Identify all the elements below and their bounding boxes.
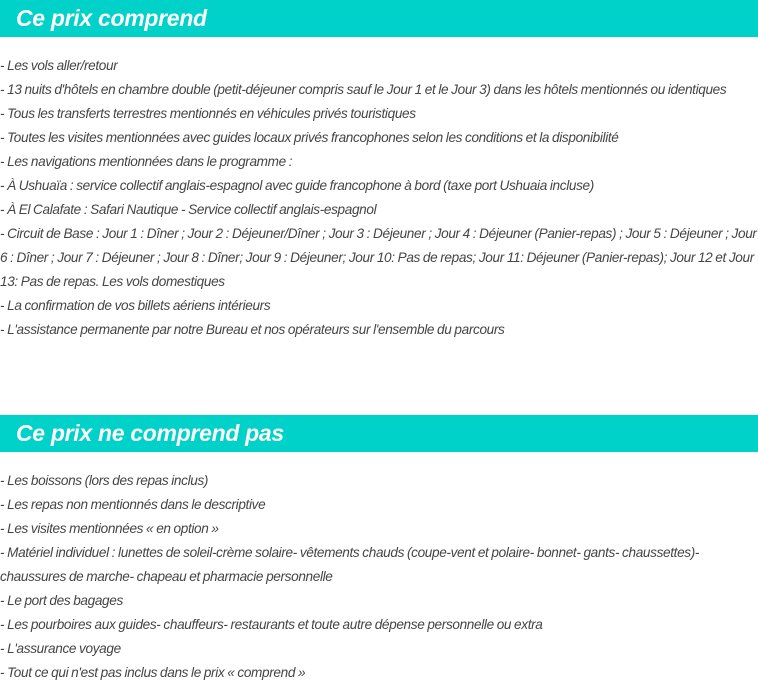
list-item: - 13 nuits d'hôtels en chambre double (petit-déjeuner compris sauf le Jour 1 et le Jour 3) dans les hôtels mentionnés ou identiques (0, 82, 727, 97)
list-item: - À Ushuaïa : service collectif anglais-espagnol avec guide francophone à bord (taxe port Ushuaia incluse) (0, 178, 594, 193)
excluded-list (0, 452, 758, 685)
list-item: - Les navigations mentionnées dans le programme : (0, 154, 293, 169)
list-item: - Tous les transferts terrestres mentionnés en véhicules privés touristiques (0, 106, 416, 121)
list-item: - Circuit de Base : Jour 1 : Dîner ; Jour 2 : Déjeuner/Dîner ; Jour 3 : Déjeuner ; Jour 4 : Déjeuner (Panier-repas) ; Jour 5 : Déjeuner ; Jour 6 : Dîner ; Jour 7 : Déjeuner ; Jour 8 : Dîner; Jour 9 : Déjeuner; Jour 10: Pas de repas; Jour 11: Déjeuner (Panier-repas); Jour 12 et Jour 13: Pas de repas. Les vols domestiques (0, 226, 757, 289)
list-item: - Tout ce qui n'est pas inclus dans le prix « comprend » (0, 665, 306, 680)
list-item: - Toutes les visites mentionnées avec guides locaux privés francophones selon les conditions et la disponibilité (0, 130, 619, 145)
list-item: - Le port des bagages (0, 593, 123, 608)
excluded-heading: Ce prix ne comprend pas (0, 415, 758, 452)
list-item: - Matériel individuel : lunettes de soleil-crème solaire- vêtements chauds (coupe-vent et polaire- bonnet- gants- chaussettes)-chaussures de marche- chapeau et pharmacie personnelle (0, 545, 700, 584)
included-heading: Ce prix comprend (0, 0, 758, 37)
list-item: - Les pourboires aux guides- chauffeurs- restaurants et toute autre dépense personnelle ou extra (0, 617, 543, 632)
list-item: - À El Calafate : Safari Nautique - Service collectif anglais-espagnol (0, 202, 377, 217)
list-item: - La confirmation de vos billets aériens intérieurs (0, 298, 271, 313)
list-item: - Les boissons (lors des repas inclus) (0, 473, 209, 488)
list-item: - Les visites mentionnées « en option » (0, 521, 219, 536)
list-item: - Les repas non mentionnés dans le descriptive (0, 497, 266, 512)
list-item: - L'assistance permanente par notre Bureau et nos opérateurs sur l'ensemble du parcours (0, 322, 505, 337)
included-section (0, 0, 758, 342)
included-list (0, 37, 758, 342)
excluded-section (0, 415, 758, 685)
list-item: - L'assurance voyage (0, 641, 121, 656)
list-item: - Les vols aller/retour (0, 58, 118, 73)
